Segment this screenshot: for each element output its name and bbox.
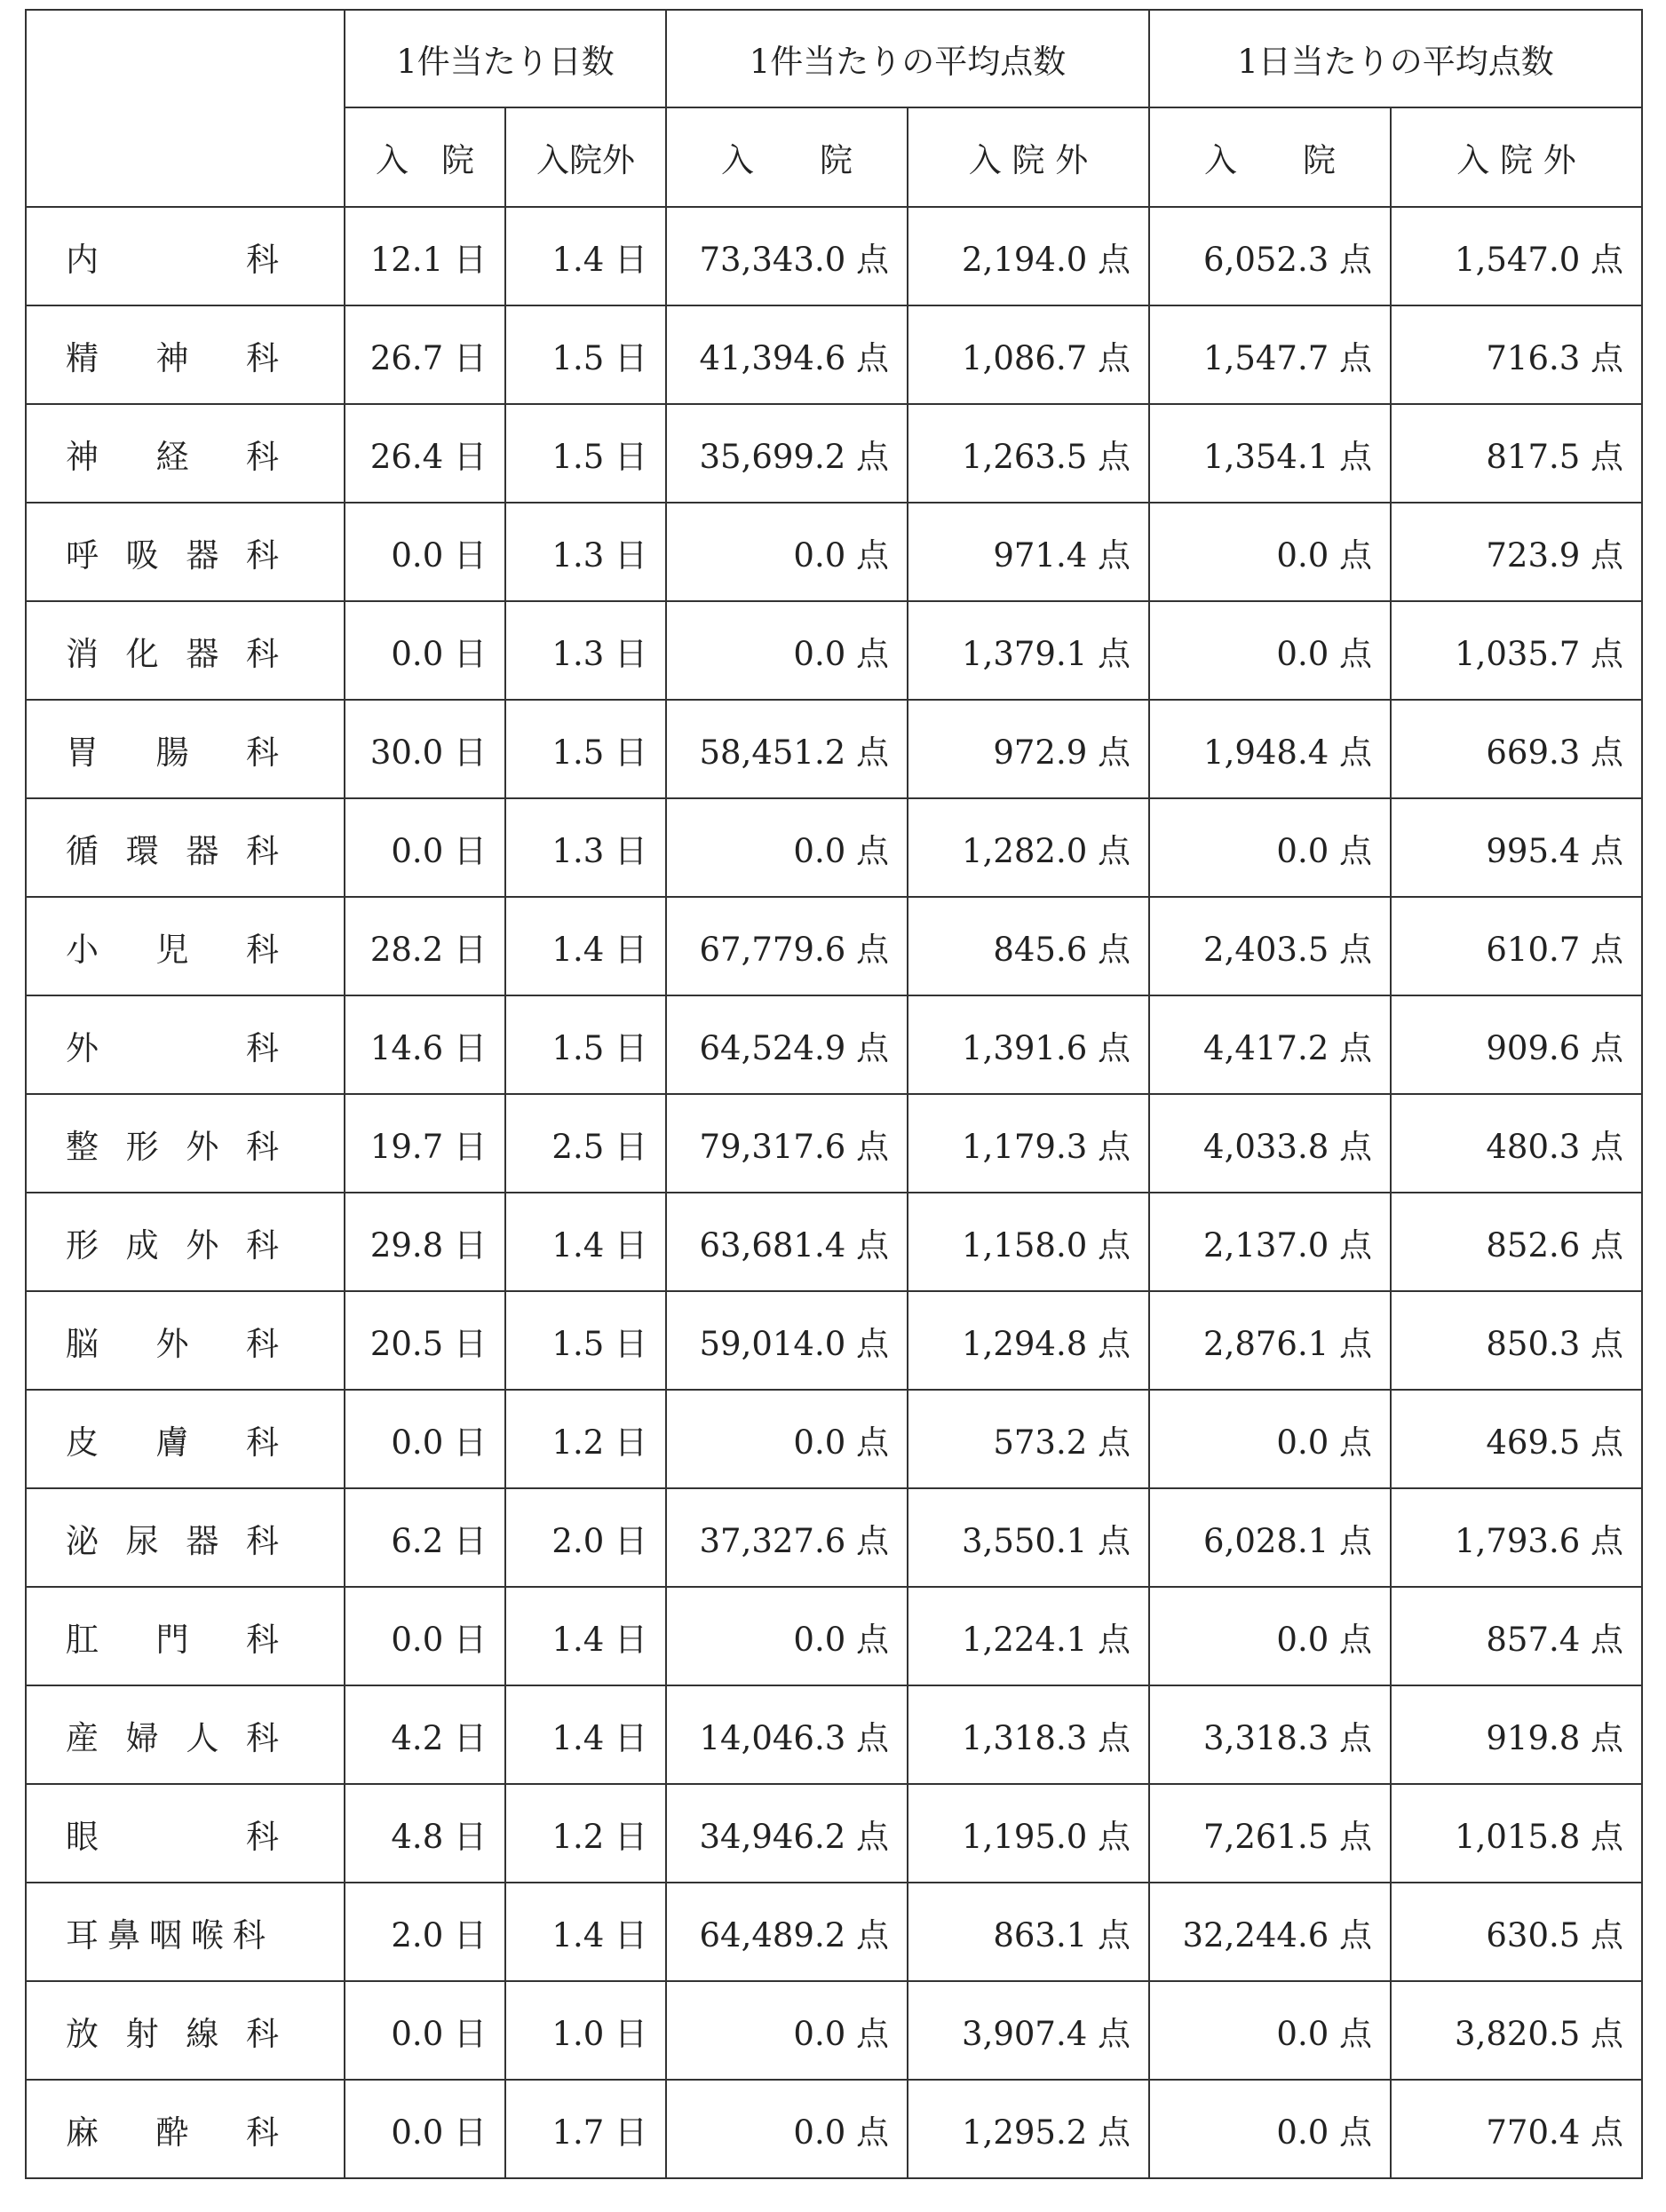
department-cell — [26, 798, 345, 897]
department-name: 胃腸科 — [66, 733, 279, 772]
value-cell: 469.5 点 — [1391, 1390, 1642, 1488]
subheader-inpatient: 入 院 — [666, 107, 908, 207]
value-cell: 1.3 日 — [505, 601, 666, 700]
value-cell: 1,354.1 点 — [1149, 404, 1391, 503]
subheader-inpatient: 入 院 — [345, 107, 505, 207]
department-cell — [26, 1587, 345, 1685]
value-cell: 7,261.5 点 — [1149, 1784, 1391, 1883]
value-cell: 909.6 点 — [1391, 995, 1642, 1094]
value-cell: 0.0 日 — [345, 1587, 505, 1685]
value-cell: 971.4 点 — [908, 503, 1149, 601]
table-row — [26, 1390, 1642, 1488]
value-cell: 1.5 日 — [505, 404, 666, 503]
department-name: 耳鼻咽喉科 — [66, 1915, 274, 1954]
value-cell: 0.0 日 — [345, 1390, 505, 1488]
subheader-outpatient: 入院外 — [505, 107, 666, 207]
value-cell: 1,379.1 点 — [908, 601, 1149, 700]
value-cell: 1.3 日 — [505, 798, 666, 897]
department-name: 産婦人科 — [66, 1718, 279, 1757]
department-name: 整形外科 — [66, 1127, 279, 1166]
value-cell: 850.3 点 — [1391, 1291, 1642, 1390]
value-cell: 19.7 日 — [345, 1094, 505, 1193]
table-row — [26, 1488, 1642, 1587]
subheader-outpatient: 入 院 外 — [1391, 107, 1642, 207]
value-cell: 20.5 日 — [345, 1291, 505, 1390]
value-cell: 1.4 日 — [505, 207, 666, 305]
value-cell: 0.0 点 — [666, 601, 908, 700]
table-row — [26, 601, 1642, 700]
department-name: 小児科 — [66, 930, 279, 969]
value-cell: 1,294.8 点 — [908, 1291, 1149, 1390]
value-cell: 1,295.2 点 — [908, 2080, 1149, 2178]
table-row — [26, 1784, 1642, 1883]
table-row — [26, 1094, 1642, 1193]
subheader-inpatient: 入 院 — [1149, 107, 1391, 207]
header-avg-points-per-day: 1日当たりの平均点数 — [1149, 10, 1642, 107]
value-cell: 1.3 日 — [505, 503, 666, 601]
department-name: 麻酔科 — [66, 2113, 279, 2152]
value-cell: 26.4 日 — [345, 404, 505, 503]
value-cell: 0.0 日 — [345, 503, 505, 601]
value-cell: 2,194.0 点 — [908, 207, 1149, 305]
value-cell: 630.5 点 — [1391, 1883, 1642, 1981]
department-cell — [26, 1685, 345, 1784]
value-cell: 79,317.6 点 — [666, 1094, 908, 1193]
value-cell: 35,699.2 点 — [666, 404, 908, 503]
department-name: 外科 — [66, 1028, 279, 1067]
department-cell — [26, 1094, 345, 1193]
value-cell: 3,820.5 点 — [1391, 1981, 1642, 2080]
department-name: 消化器科 — [66, 634, 279, 673]
value-cell: 41,394.6 点 — [666, 305, 908, 404]
value-cell: 0.0 点 — [1149, 503, 1391, 601]
value-cell: 1.4 日 — [505, 897, 666, 995]
value-cell: 1.4 日 — [505, 1587, 666, 1685]
table-row — [26, 1883, 1642, 1981]
value-cell: 67,779.6 点 — [666, 897, 908, 995]
department-cell — [26, 601, 345, 700]
value-cell: 2,876.1 点 — [1149, 1291, 1391, 1390]
value-cell: 14.6 日 — [345, 995, 505, 1094]
table-body — [26, 207, 1642, 2178]
value-cell: 0.0 点 — [1149, 1981, 1391, 2080]
value-cell: 0.0 日 — [345, 2080, 505, 2178]
table-row — [26, 207, 1642, 305]
value-cell: 852.6 点 — [1391, 1193, 1642, 1291]
value-cell: 30.0 日 — [345, 700, 505, 798]
value-cell: 0.0 点 — [1149, 2080, 1391, 2178]
value-cell: 0.0 点 — [1149, 798, 1391, 897]
department-cell — [26, 700, 345, 798]
value-cell: 1.4 日 — [505, 1193, 666, 1291]
value-cell: 610.7 点 — [1391, 897, 1642, 995]
value-cell: 1,391.6 点 — [908, 995, 1149, 1094]
value-cell: 64,524.9 点 — [666, 995, 908, 1094]
table-row — [26, 700, 1642, 798]
table-row — [26, 798, 1642, 897]
value-cell: 0.0 日 — [345, 798, 505, 897]
header-days-per-case: 1件当たり日数 — [345, 10, 666, 107]
value-cell: 1,224.1 点 — [908, 1587, 1149, 1685]
subheader-outpatient: 入 院 外 — [908, 107, 1149, 207]
department-cell — [26, 1883, 345, 1981]
department-cell — [26, 1193, 345, 1291]
value-cell: 1,179.3 点 — [908, 1094, 1149, 1193]
value-cell: 2.0 日 — [505, 1488, 666, 1587]
value-cell: 2,403.5 点 — [1149, 897, 1391, 995]
value-cell: 669.3 点 — [1391, 700, 1642, 798]
department-cell — [26, 1784, 345, 1883]
value-cell: 1.4 日 — [505, 1685, 666, 1784]
value-cell: 63,681.4 点 — [666, 1193, 908, 1291]
value-cell: 1,948.4 点 — [1149, 700, 1391, 798]
department-cell — [26, 1291, 345, 1390]
value-cell: 0.0 点 — [666, 1390, 908, 1488]
value-cell: 0.0 日 — [345, 1981, 505, 2080]
value-cell: 817.5 点 — [1391, 404, 1642, 503]
table-row — [26, 1685, 1642, 1784]
department-name: 循環器科 — [66, 831, 279, 870]
statistics-table — [25, 9, 1643, 2179]
department-cell — [26, 1390, 345, 1488]
table-row — [26, 404, 1642, 503]
value-cell: 4.8 日 — [345, 1784, 505, 1883]
value-cell: 73,343.0 点 — [666, 207, 908, 305]
value-cell: 1.0 日 — [505, 1981, 666, 2080]
table-row — [26, 305, 1642, 404]
value-cell: 3,318.3 点 — [1149, 1685, 1391, 1784]
value-cell: 37,327.6 点 — [666, 1488, 908, 1587]
value-cell: 0.0 点 — [666, 1587, 908, 1685]
value-cell: 4,417.2 点 — [1149, 995, 1391, 1094]
department-cell — [26, 1488, 345, 1587]
table-row — [26, 897, 1642, 995]
value-cell: 1,547.7 点 — [1149, 305, 1391, 404]
table-row — [26, 1193, 1642, 1291]
value-cell: 0.0 点 — [1149, 601, 1391, 700]
department-name: 神経科 — [66, 437, 279, 476]
value-cell: 1.2 日 — [505, 1390, 666, 1488]
value-cell: 32,244.6 点 — [1149, 1883, 1391, 1981]
value-cell: 2,137.0 点 — [1149, 1193, 1391, 1291]
value-cell: 1.7 日 — [505, 2080, 666, 2178]
value-cell: 723.9 点 — [1391, 503, 1642, 601]
value-cell: 1.5 日 — [505, 1291, 666, 1390]
value-cell: 3,907.4 点 — [908, 1981, 1149, 2080]
value-cell: 863.1 点 — [908, 1883, 1149, 1981]
value-cell: 1,318.3 点 — [908, 1685, 1149, 1784]
value-cell: 29.8 日 — [345, 1193, 505, 1291]
department-name: 精神科 — [66, 338, 279, 377]
department-name: 眼科 — [66, 1817, 279, 1856]
value-cell: 6,052.3 点 — [1149, 207, 1391, 305]
value-cell: 919.8 点 — [1391, 1685, 1642, 1784]
value-cell: 1,195.0 点 — [908, 1784, 1149, 1883]
table-row — [26, 1587, 1642, 1685]
department-cell — [26, 1981, 345, 2080]
department-cell — [26, 995, 345, 1094]
table-row — [26, 503, 1642, 601]
value-cell: 1,015.8 点 — [1391, 1784, 1642, 1883]
value-cell: 1,086.7 点 — [908, 305, 1149, 404]
value-cell: 26.7 日 — [345, 305, 505, 404]
department-cell — [26, 404, 345, 503]
value-cell: 1.5 日 — [505, 700, 666, 798]
value-cell: 1,282.0 点 — [908, 798, 1149, 897]
header-row-groups — [26, 10, 1642, 107]
department-name: 内科 — [66, 240, 279, 279]
value-cell: 3,550.1 点 — [908, 1488, 1149, 1587]
value-cell: 0.0 点 — [666, 1981, 908, 2080]
value-cell: 0.0 点 — [1149, 1587, 1391, 1685]
table-row — [26, 2080, 1642, 2178]
value-cell: 480.3 点 — [1391, 1094, 1642, 1193]
department-name: 泌尿器科 — [66, 1521, 279, 1560]
value-cell: 0.0 点 — [1149, 1390, 1391, 1488]
value-cell: 0.0 点 — [666, 798, 908, 897]
department-name: 皮膚科 — [66, 1423, 279, 1462]
table-row — [26, 995, 1642, 1094]
table-row — [26, 1981, 1642, 2080]
value-cell: 857.4 点 — [1391, 1587, 1642, 1685]
value-cell: 6.2 日 — [345, 1488, 505, 1587]
value-cell: 1,035.7 点 — [1391, 601, 1642, 700]
value-cell: 59,014.0 点 — [666, 1291, 908, 1390]
value-cell: 2.5 日 — [505, 1094, 666, 1193]
value-cell: 1.5 日 — [505, 995, 666, 1094]
department-cell — [26, 2080, 345, 2178]
department-cell — [26, 207, 345, 305]
value-cell: 845.6 点 — [908, 897, 1149, 995]
department-cell — [26, 897, 345, 995]
department-name: 放射線科 — [66, 2014, 279, 2053]
value-cell: 6,028.1 点 — [1149, 1488, 1391, 1587]
department-name: 肛門科 — [66, 1620, 279, 1659]
value-cell: 4,033.8 点 — [1149, 1094, 1391, 1193]
department-name: 形成外科 — [66, 1225, 279, 1265]
value-cell: 14,046.3 点 — [666, 1685, 908, 1784]
corner-cell — [26, 10, 345, 207]
value-cell: 34,946.2 点 — [666, 1784, 908, 1883]
value-cell: 770.4 点 — [1391, 2080, 1642, 2178]
value-cell: 28.2 日 — [345, 897, 505, 995]
value-cell: 0.0 日 — [345, 601, 505, 700]
department-cell — [26, 503, 345, 601]
value-cell: 1.5 日 — [505, 305, 666, 404]
value-cell: 1.4 日 — [505, 1883, 666, 1981]
value-cell: 2.0 日 — [345, 1883, 505, 1981]
value-cell: 12.1 日 — [345, 207, 505, 305]
value-cell: 0.0 点 — [666, 503, 908, 601]
value-cell: 573.2 点 — [908, 1390, 1149, 1488]
value-cell: 64,489.2 点 — [666, 1883, 908, 1981]
value-cell: 972.9 点 — [908, 700, 1149, 798]
department-cell — [26, 305, 345, 404]
value-cell: 1,547.0 点 — [1391, 207, 1642, 305]
value-cell: 0.0 点 — [666, 2080, 908, 2178]
table-row — [26, 1291, 1642, 1390]
value-cell: 995.4 点 — [1391, 798, 1642, 897]
value-cell: 1,158.0 点 — [908, 1193, 1149, 1291]
value-cell: 1,793.6 点 — [1391, 1488, 1642, 1587]
value-cell: 1.2 日 — [505, 1784, 666, 1883]
department-name: 脳外科 — [66, 1324, 279, 1363]
value-cell: 58,451.2 点 — [666, 700, 908, 798]
value-cell: 4.2 日 — [345, 1685, 505, 1784]
value-cell: 716.3 点 — [1391, 305, 1642, 404]
department-name: 呼吸器科 — [66, 535, 279, 575]
value-cell: 1,263.5 点 — [908, 404, 1149, 503]
header-avg-points-per-case: 1件当たりの平均点数 — [666, 10, 1149, 107]
